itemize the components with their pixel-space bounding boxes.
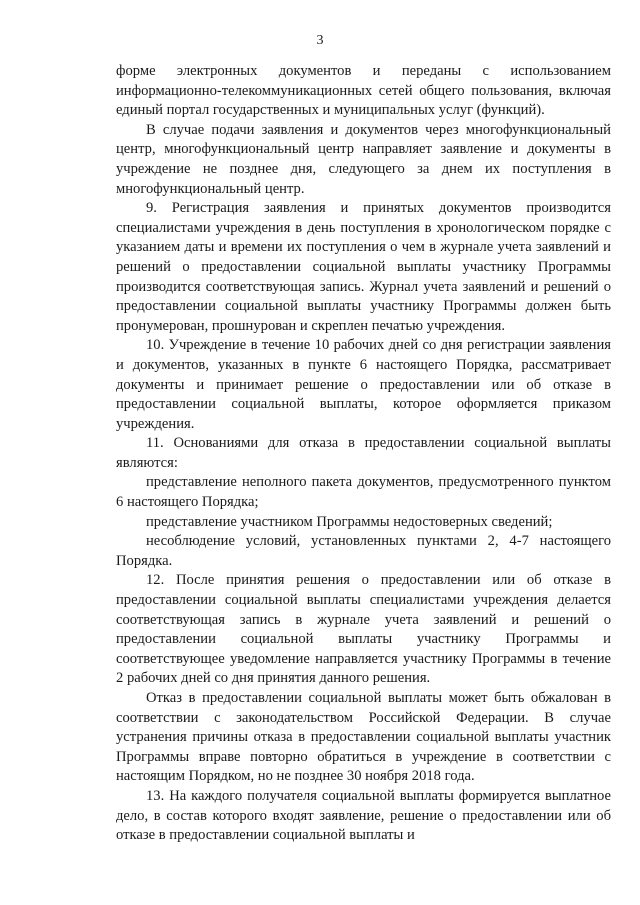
paragraph-continuation: форме электронных документов и переданы с использованием информационно-телекоммуникационных сетей общего пользования, включая единый портал государственных и муниципальных услуг (функций). [116, 63, 611, 119]
paragraph-refusal-reason-2: представление участником Программы недостоверных сведений; [146, 513, 553, 530]
paragraph-item-10: 10. Учреждение в течение 10 рабочих дней со дня регистрации заявления и документов, указанных в пункте 6 настоящего Порядка, рассматривает документы и принимает решение о предоставлении или об отказе в предоставлении социальной выплаты, которое оформляется приказом учреждения. [116, 337, 611, 432]
paragraph-refusal-reason-3: несоблюдение условий, установленных пунктами 2, 4-7 настоящего Порядка. [116, 533, 611, 569]
paragraph-refusal-reason-1: представление неполного пакета документов, предусмотренного пунктом 6 настоящего Порядка; [116, 474, 611, 511]
paragraph-item-11: 11. Основаниями для отказа в предоставлении социальной выплаты являются: [116, 435, 611, 471]
paragraph-mfc-submission: В случае подачи заявления и документов через многофункциональный центр, многофункциональный центр направляет заявление и документы в учреждение не позднее дня, следующего за днем их поступления в многофункциональный центр. [116, 121, 611, 197]
page-number: 3 [316, 33, 324, 48]
paragraph-item-9: 9. Регистрация заявления и принятых документов производится специалистами учреждения в день поступления в хронологическом порядке с указанием даты и времени их поступления о чем в журнале учета заявлений и решений о предоставлении социальной выплаты участнику Программы производится соответствующая запись. Журнал учета заявлений и решений о предоставлении социальной выплаты участнику Программы должен быть пронумерован, прошнурован и скреплен печатью учреждения. [116, 200, 611, 334]
paragraph-item-13: 13. На каждого получателя социальной выплаты формируется выплатное дело, в состав которого входят заявление, решение о предоставлении или об отказе в предоставлении социальной выплаты и [116, 787, 611, 844]
paragraph-item-12: 12. После принятия решения о предоставлении или об отказе в предоставлении социальной выплаты специалистами учреждения делается соответствующая запись в журнале учета заявлений и решений о предоставлении социальной выплаты участнику Программы и соответствующее уведомление направляется участнику Программы в течение 2 рабочих дней со дня принятия данного решения. [116, 572, 611, 687]
document-body [116, 62, 611, 846]
paragraph-appeal: Отказ в предоставлении социальной выплаты может быть обжалован в соответствии с законодательством Российской Федерации. В случае устранения причины отказа в предоставлении социальной выплаты участник Программы вправе повторно обратиться в учреждение в соответствии с настоящим Порядком, но не позднее 30 ноября 2018 года. [116, 690, 611, 785]
